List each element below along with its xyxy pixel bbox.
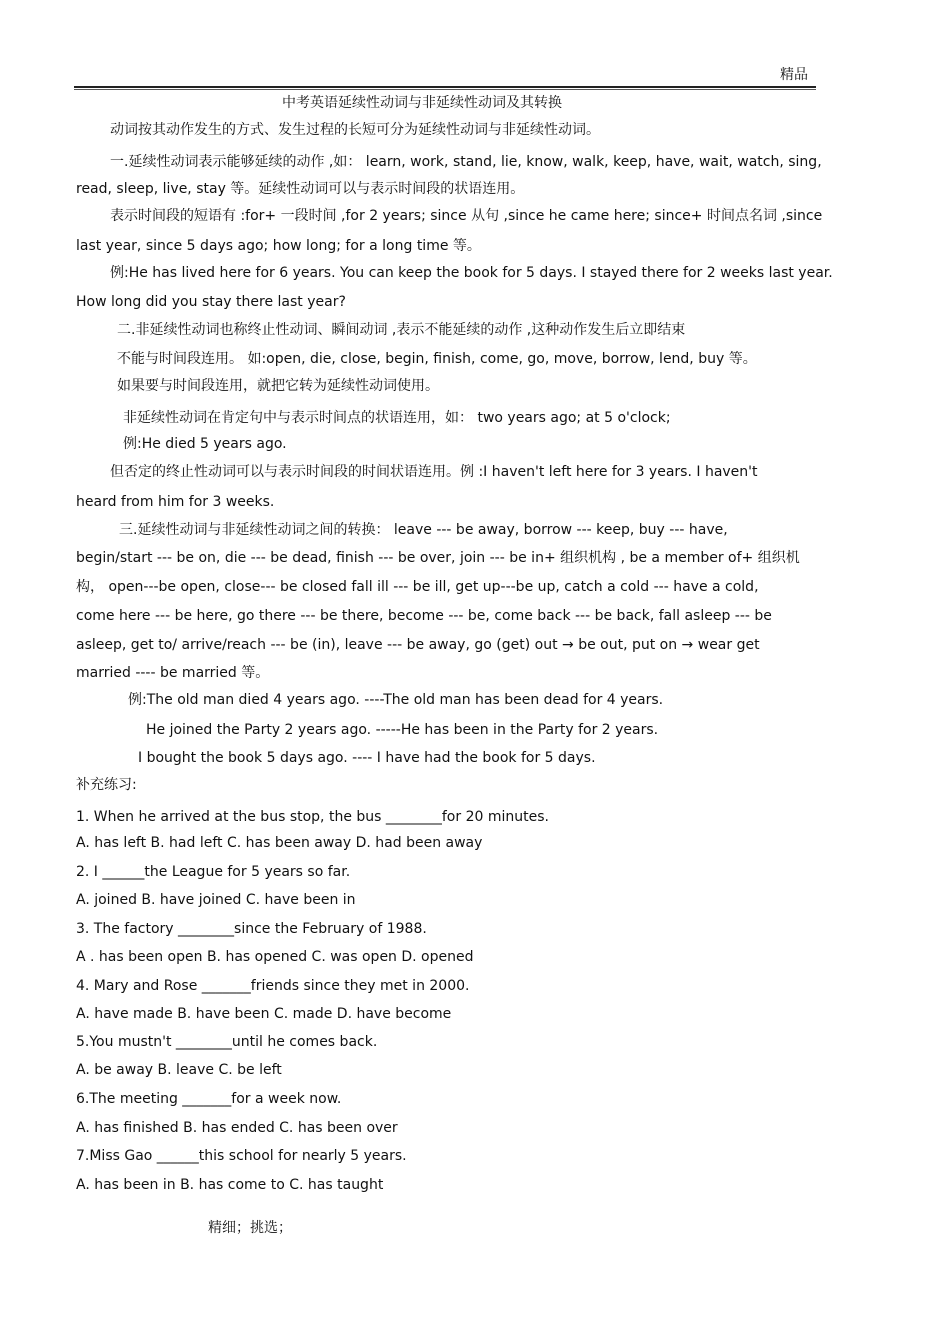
header-rule (74, 86, 816, 88)
header-rule-secondary (74, 89, 816, 90)
text-line: He joined the Party 2 years ago. -----He has been in the Party for 2 years. (146, 722, 659, 738)
exercise-options: A. have made B. have been C. made D. have become (76, 1006, 452, 1022)
page-footer: 精细；挑选； (208, 1220, 292, 1236)
exercise-question: 2. I ______the League for 5 years so far. (76, 864, 351, 880)
exercise-question: 4. Mary and Rose _______friends since they met in 2000. (76, 978, 470, 994)
text-line: come here --- be here, go there --- be there, become --- be, come back --- be back, fall asleep --- be (76, 608, 772, 624)
text-line: I bought the book 5 days ago. ---- I have had the book for 5 days. (138, 750, 596, 766)
text-line: 例:He died 5 years ago. (123, 436, 287, 452)
text-line: begin/start --- be on, die --- be dead, finish --- be over, join --- be in+ 组织机构 , be a member of+ 组织机 (76, 550, 800, 566)
exercise-options: A. has left B. had left C. has been away D. had been away (76, 835, 483, 851)
text-line: 例:The old man died 4 years ago. ----The old man has been dead for 4 years. (128, 692, 664, 708)
text-line: 动词按其动作发生的方式、发生过程的长短可分为延续性动词与非延续性动词。 (110, 122, 600, 138)
exercise-heading: 补充练习: (76, 777, 137, 793)
text-line: How long did you stay there last year? (76, 294, 346, 310)
exercise-options: A. has been in B. has come to C. has taught (76, 1177, 384, 1193)
text-line: 不能与时间段连用。 如:open, die, close, begin, finish, come, go, move, borrow, lend, buy 等。 (117, 351, 757, 367)
text-line: 如果要与时间段连用，就把它转为延续性动词使用。 (117, 378, 439, 394)
text-line: 一.延续性动词表示能够延续的动作 ,如： learn, work, stand, lie, know, walk, keep, have, wait, watch, sing, (110, 154, 822, 170)
text-line: heard from him for 3 weeks. (76, 494, 275, 510)
exercise-question: 5.You mustn't ________until he comes back. (76, 1034, 378, 1050)
exercise-question: 6.The meeting _______for a week now. (76, 1091, 342, 1107)
text-line: read, sleep, live, stay 等。延续性动词可以与表示时间段的状语连用。 (76, 181, 525, 197)
text-line: 二.非延续性动词也称终止性动词、瞬间动词 ,表示不能延续的动作 ,这种动作发生后立即结束 (117, 322, 686, 338)
exercise-question: 3. The factory ________since the February of 1988. (76, 921, 427, 937)
text-line: 表示时间段的短语有 :for+ 一段时间 ,for 2 years; since 从句 ,since he came here; since+ 时间点名词 ,since (110, 208, 823, 224)
text-line: asleep, get to/ arrive/reach --- be (in), leave --- be away, go (get) out → be out, put on → wear get (76, 637, 760, 653)
exercise-question: 7.Miss Gao ______this school for nearly 5 years. (76, 1148, 407, 1164)
exercise-question: 1. When he arrived at the bus stop, the bus ________for 20 minutes. (76, 809, 549, 825)
text-line: 非延续性动词在肯定句中与表示时间点的状语连用，如： two years ago; at 5 o'clock; (123, 410, 671, 426)
text-line: 但否定的终止性动词可以与表示时间段的时间状语连用。例 :I haven't left here for 3 years. I haven't (110, 464, 758, 480)
text-line: 例:He has lived here for 6 years. You can keep the book for 5 days. I stayed there for 2 weeks last year. (110, 265, 833, 281)
text-line: last year, since 5 days ago; how long; for a long time 等。 (76, 238, 481, 254)
text-line: 构， open---be open, close--- be closed fall ill --- be ill, get up---be up, catch a cold --- have a cold, (76, 579, 759, 595)
document-title: 中考英语延续性动词与非延续性动词及其转换 (282, 95, 562, 111)
exercise-options: A. has finished B. has ended C. has been over (76, 1120, 398, 1136)
exercise-options: A. be away B. leave C. be left (76, 1062, 282, 1078)
exercise-options: A. joined B. have joined C. have been in (76, 892, 356, 908)
text-line: married ---- be married 等。 (76, 665, 270, 681)
text-line: 三.延续性动词与非延续性动词之间的转换： leave --- be away, borrow --- keep, buy --- have, (119, 522, 728, 538)
exercise-options: A . has been open B. has opened C. was open D. opened (76, 949, 474, 965)
page-mark: 精品 (780, 67, 808, 83)
